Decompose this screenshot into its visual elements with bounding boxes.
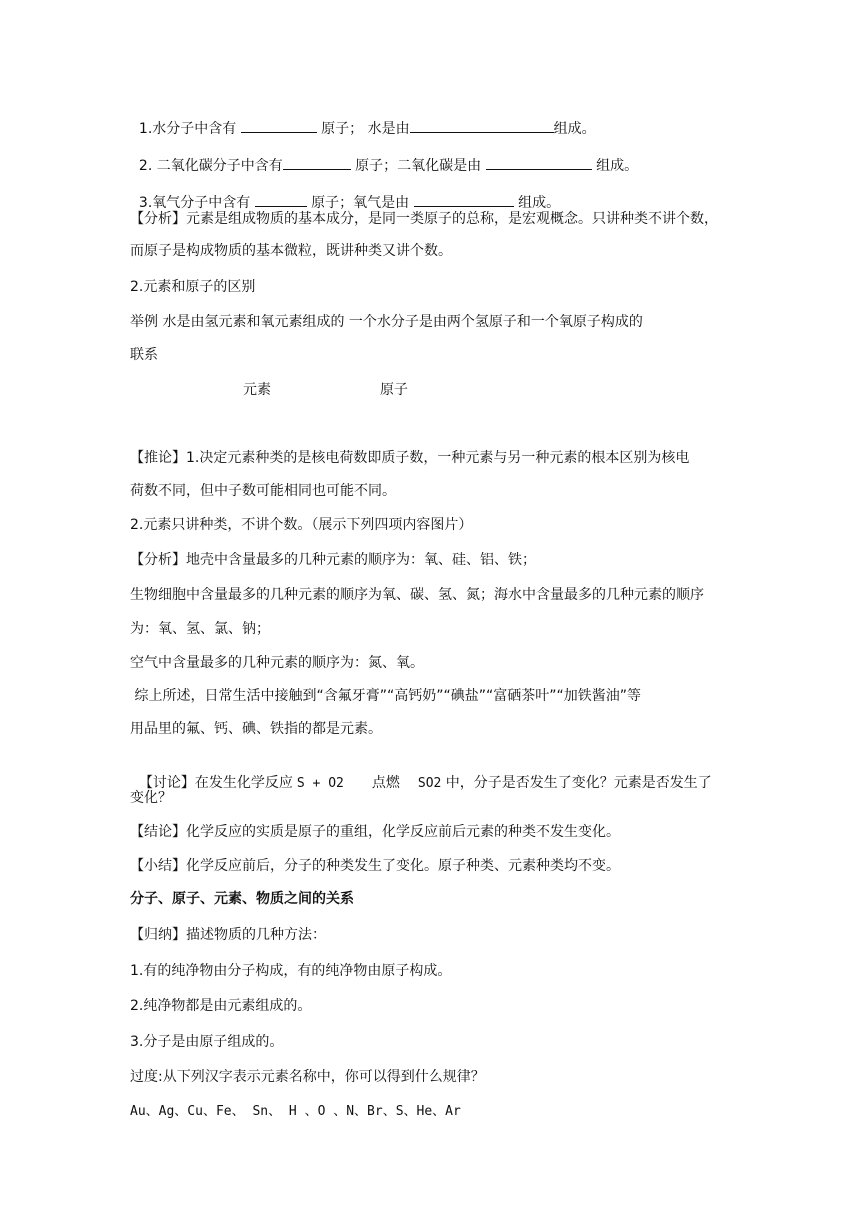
blank-1 — [241, 120, 317, 133]
conclusion-line: 【结论】化学反应的实质是原子的重组，化学反应前后元素的种类不发生变化。 — [130, 824, 620, 840]
inference-line-1: 【推论】1.决定元素种类的是核电荷数即质子数，一种元素与另一种元素的根本区别为核电 — [130, 450, 690, 466]
relation-label: 联系 — [130, 347, 158, 363]
atom-label: 原子 — [380, 382, 408, 398]
analysis-line-1: 【分析】元素是组成物质的基本成分，是同一类原子的总称，是宏观概念。只讲种类不讲个数， — [130, 211, 718, 227]
text: 原子；二氧化碳是由 — [350, 158, 486, 174]
discussion-line — [130, 753, 712, 794]
fill-in-line-2 — [130, 136, 638, 176]
blank-2 — [486, 157, 592, 170]
text: 1.水分子中含有 — [138, 121, 241, 137]
blank-2 — [410, 120, 554, 133]
transition-line: 过度:从下列汉字表示元素名称中，你可以得到什么规律？ — [130, 1069, 485, 1085]
blank-1 — [283, 157, 351, 170]
analysis-air: 空气中含量最多的几种元素的顺序为：氮、氧。 — [130, 655, 424, 671]
induction-point-2: 2.纯净物都是由元素组成的。 — [130, 998, 312, 1014]
text: 【讨论】在发生化学反应 — [138, 775, 293, 791]
text: 组成。 — [513, 195, 561, 211]
section-heading: 2.元素和原子的区别 — [130, 279, 256, 295]
text: 原子； 水是由 — [316, 121, 410, 137]
text: 中，分子是否发生了变化？元素是否发生了 — [441, 775, 712, 791]
example-line: 举例 水是由氢元素和氧元素组成的 一个水分子是由两个氢原子和一个氧原子构成的 — [130, 314, 643, 330]
analysis-line-2: 而原子是构成物质的基本微粒，既讲种类又讲个数。 — [130, 243, 452, 259]
relation-heading: 分子、原子、元素、物质之间的关系 — [130, 891, 354, 907]
inference-line-2: 荷数不同，但中子数可能相同也可能不同。 — [130, 483, 396, 499]
induction-line: 【归纳】描述物质的几种方法： — [130, 927, 326, 943]
discussion-line-2: 变化？ — [130, 790, 172, 806]
text: 2. 二氧化碳分子中含有 — [138, 158, 283, 174]
text: 组成。 — [553, 121, 596, 137]
text: 3.氧气分子中含有 — [138, 195, 255, 211]
fill-in-line-1 — [130, 99, 596, 139]
summary-line-1: 综上所述，日常生活中接触到“含氟牙膏”“高钙奶”“碘盐”“富硒茶叶”“加铁酱油”等 — [130, 688, 641, 704]
brief-summary-line: 【小结】化学反应前后，分子的种类发生了变化。原子种类、元素种类均不变。 — [130, 858, 620, 874]
summary-line-2: 用品里的氟、钙、碘、铁指的都是元素。 — [130, 721, 382, 737]
blank-1 — [255, 194, 307, 207]
equation-reactants: S + O2 — [296, 776, 344, 791]
induction-point-3: 3.分子是由原子组成的。 — [130, 1034, 284, 1050]
equation-product: SO2 — [417, 776, 442, 791]
text: 组成。 — [591, 158, 639, 174]
blank-2 — [414, 194, 514, 207]
analysis-sea: 为：氧、氢、氯、钠； — [130, 621, 270, 637]
text: 原子；氧气是由 — [306, 195, 414, 211]
equation-condition: 点燃 — [371, 775, 400, 791]
fill-in-line-3 — [130, 173, 560, 213]
induction-point-1: 1.有的纯净物由分子构成，有的纯净物由原子构成。 — [130, 963, 452, 979]
analysis-cells: 生物细胞中含量最多的几种元素的顺序为氧、碳、氢、氮；海水中含量最多的几种元素的顺序 — [130, 587, 704, 603]
element-label: 元素 — [243, 382, 271, 398]
element-symbols-line: Au、Ag、Cu、Fe、 Sn、 H 、O 、N、Br、S、He、Ar — [130, 1104, 461, 1119]
point-2: 2.元素只讲种类，不讲个数。（展示下列四项内容图片） — [130, 517, 473, 533]
analysis-crust: 【分析】地壳中含量最多的几种元素的顺序为：氧、硅、铝、铁； — [130, 552, 536, 568]
